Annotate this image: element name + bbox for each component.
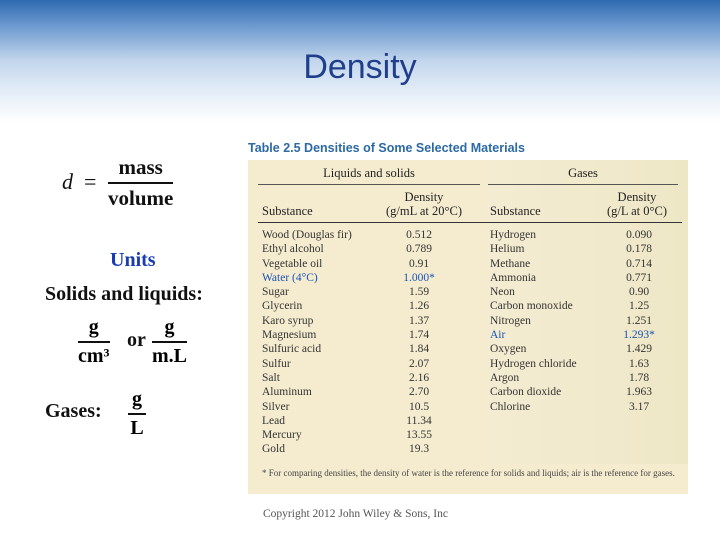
group-rule-gases: [488, 184, 678, 185]
table-cell-density: 0.789: [406, 243, 432, 256]
table-cell-density: 3.17: [628, 400, 650, 413]
table-footnote: * For comparing densities, the density of water is the reference for solids and liquids; air is the reference for gases.: [262, 468, 675, 478]
table-cell-substance: Sulfur: [262, 357, 291, 370]
table-cell-density: 1.37: [408, 314, 430, 327]
density-table: [248, 160, 688, 494]
gases-label: Gases:: [45, 400, 102, 422]
unit-fraction-g-per-ml: [152, 316, 187, 368]
table-cell-substance: Lead: [262, 414, 285, 427]
table-cell-substance: Silver: [262, 400, 290, 413]
table-cell-density: 0.178: [626, 243, 652, 256]
unit-numerator: g: [164, 316, 175, 338]
table-cell-density: 1.25: [628, 300, 650, 313]
table-cell-substance: Wood (Douglas fir): [262, 229, 352, 241]
unit-fraction-g-per-cm3: [78, 316, 110, 368]
table-cell-density: 0.090: [626, 229, 652, 241]
col-header-density-gas-line1: Density: [617, 190, 657, 204]
col-header-substance: Substance: [262, 204, 313, 218]
table-cell-substance: Aluminum: [262, 386, 312, 399]
table-cell-substance: Carbon dioxide: [490, 386, 562, 399]
table-cell-density: 1.26: [408, 300, 430, 313]
formula-fraction: [108, 155, 173, 211]
col-header-substance-gas: Substance: [490, 204, 541, 218]
table-cell-substance: Methane: [490, 257, 531, 270]
solids-liquids-label: Solids and liquids:: [45, 283, 203, 305]
table-cell-substance: Vegetable oil: [262, 257, 323, 270]
table-cell-substance: Ammonia: [490, 271, 536, 284]
table-cell-substance: Hydrogen chloride: [490, 357, 577, 370]
col-header-density-ls: [374, 190, 474, 218]
table-cell-substance: Nitrogen: [490, 314, 531, 327]
gases-names-column: [490, 228, 577, 414]
table-cell-density: 0.90: [628, 286, 650, 299]
table-cell-density: 0.714: [626, 257, 652, 270]
table-cell-density: 2.70: [408, 386, 430, 399]
units-heading: Units: [110, 249, 156, 271]
table-cell-substance: Oxygen: [490, 343, 527, 356]
table-cell-substance: Glycerin: [262, 300, 303, 313]
table-cell-density: 1.74: [408, 329, 430, 342]
table-cell-substance: Air: [490, 329, 506, 342]
table-cell-density: 1.84: [408, 343, 430, 356]
table-cell-substance: Hydrogen: [490, 229, 536, 241]
header-rule: [258, 222, 682, 223]
table-cell-substance: Water (4°C): [262, 271, 318, 284]
unit-denominator: cm³: [78, 341, 110, 368]
table-cell-substance: Gold: [262, 443, 285, 456]
table-cell-density: 1.429: [626, 343, 652, 356]
table-cell-density: 1.293*: [623, 329, 655, 342]
table-cell-density: 10.5: [408, 400, 430, 413]
slide-title-text: Density: [303, 48, 417, 86]
table-cell-substance: Mercury: [262, 429, 302, 442]
formula-numerator: mass: [118, 155, 163, 179]
table-cell-substance: Ethyl alcohol: [262, 243, 324, 256]
col-header-density-ls-line2: (g/mL at 20°C): [385, 204, 463, 218]
col-header-density-ls-line1: Density: [404, 190, 444, 204]
solids-names-column: [262, 228, 352, 457]
unit-denominator: L: [128, 413, 146, 440]
table-cell-substance: Magnesium: [262, 329, 317, 342]
group-header-liquids-solids: Liquids and solids: [323, 166, 415, 180]
table-cell-density: 1.251: [626, 314, 652, 327]
gases-density-column: [614, 228, 664, 414]
formula-denominator: volume: [108, 182, 173, 211]
table-cell-substance: Helium: [490, 243, 525, 256]
table-cell-substance: Sulfuric acid: [262, 343, 322, 356]
table-cell-substance: Chlorine: [490, 400, 531, 413]
group-rule-liquids: [258, 184, 480, 185]
unit-or: or: [127, 329, 146, 351]
table-cell-density: 2.07: [408, 357, 430, 370]
col-header-density-gas-line2: (g/L at 0°C): [606, 204, 668, 218]
solids-density-column: [394, 228, 444, 457]
table-cell-substance: Carbon monoxide: [490, 300, 573, 313]
group-header-gases: Gases: [568, 166, 598, 180]
unit-denominator: m.L: [152, 341, 187, 368]
unit-numerator: g: [132, 388, 142, 410]
table-cell-density: 0.512: [406, 229, 432, 241]
table-cell-density: 19.3: [408, 443, 430, 456]
slide-title: [0, 48, 720, 87]
table-cell-substance: Argon: [490, 371, 520, 384]
copyright: Copyright 2012 John Wiley & Sons, Inc: [263, 508, 448, 520]
table-cell-density: 1.63: [628, 357, 650, 370]
table-cell-density: 0.91: [408, 257, 430, 270]
table-caption: Table 2.5 Densities of Some Selected Materials: [248, 141, 525, 155]
table-cell-substance: Neon: [490, 286, 515, 299]
table-cell-substance: Sugar: [262, 286, 289, 299]
table-cell-density: 0.771: [626, 271, 652, 284]
formula-equals: =: [84, 169, 97, 194]
formula-variable: d: [62, 169, 73, 194]
table-cell-density: 1.59: [408, 286, 430, 299]
table-cell-density: 1.963: [626, 386, 652, 399]
table-cell-substance: Karo syrup: [262, 314, 314, 327]
table-cell-density: 1.78: [628, 371, 650, 384]
col-header-density-gas: [592, 190, 682, 218]
table-cell-density: 2.16: [408, 371, 430, 384]
table-cell-substance: Salt: [262, 371, 280, 384]
table-cell-density: 1.000*: [403, 271, 435, 284]
table-cell-density: 13.55: [406, 429, 432, 442]
table-cell-density: 11.34: [406, 414, 432, 427]
unit-numerator: g: [88, 316, 99, 338]
unit-fraction-g-per-l: [128, 388, 146, 440]
